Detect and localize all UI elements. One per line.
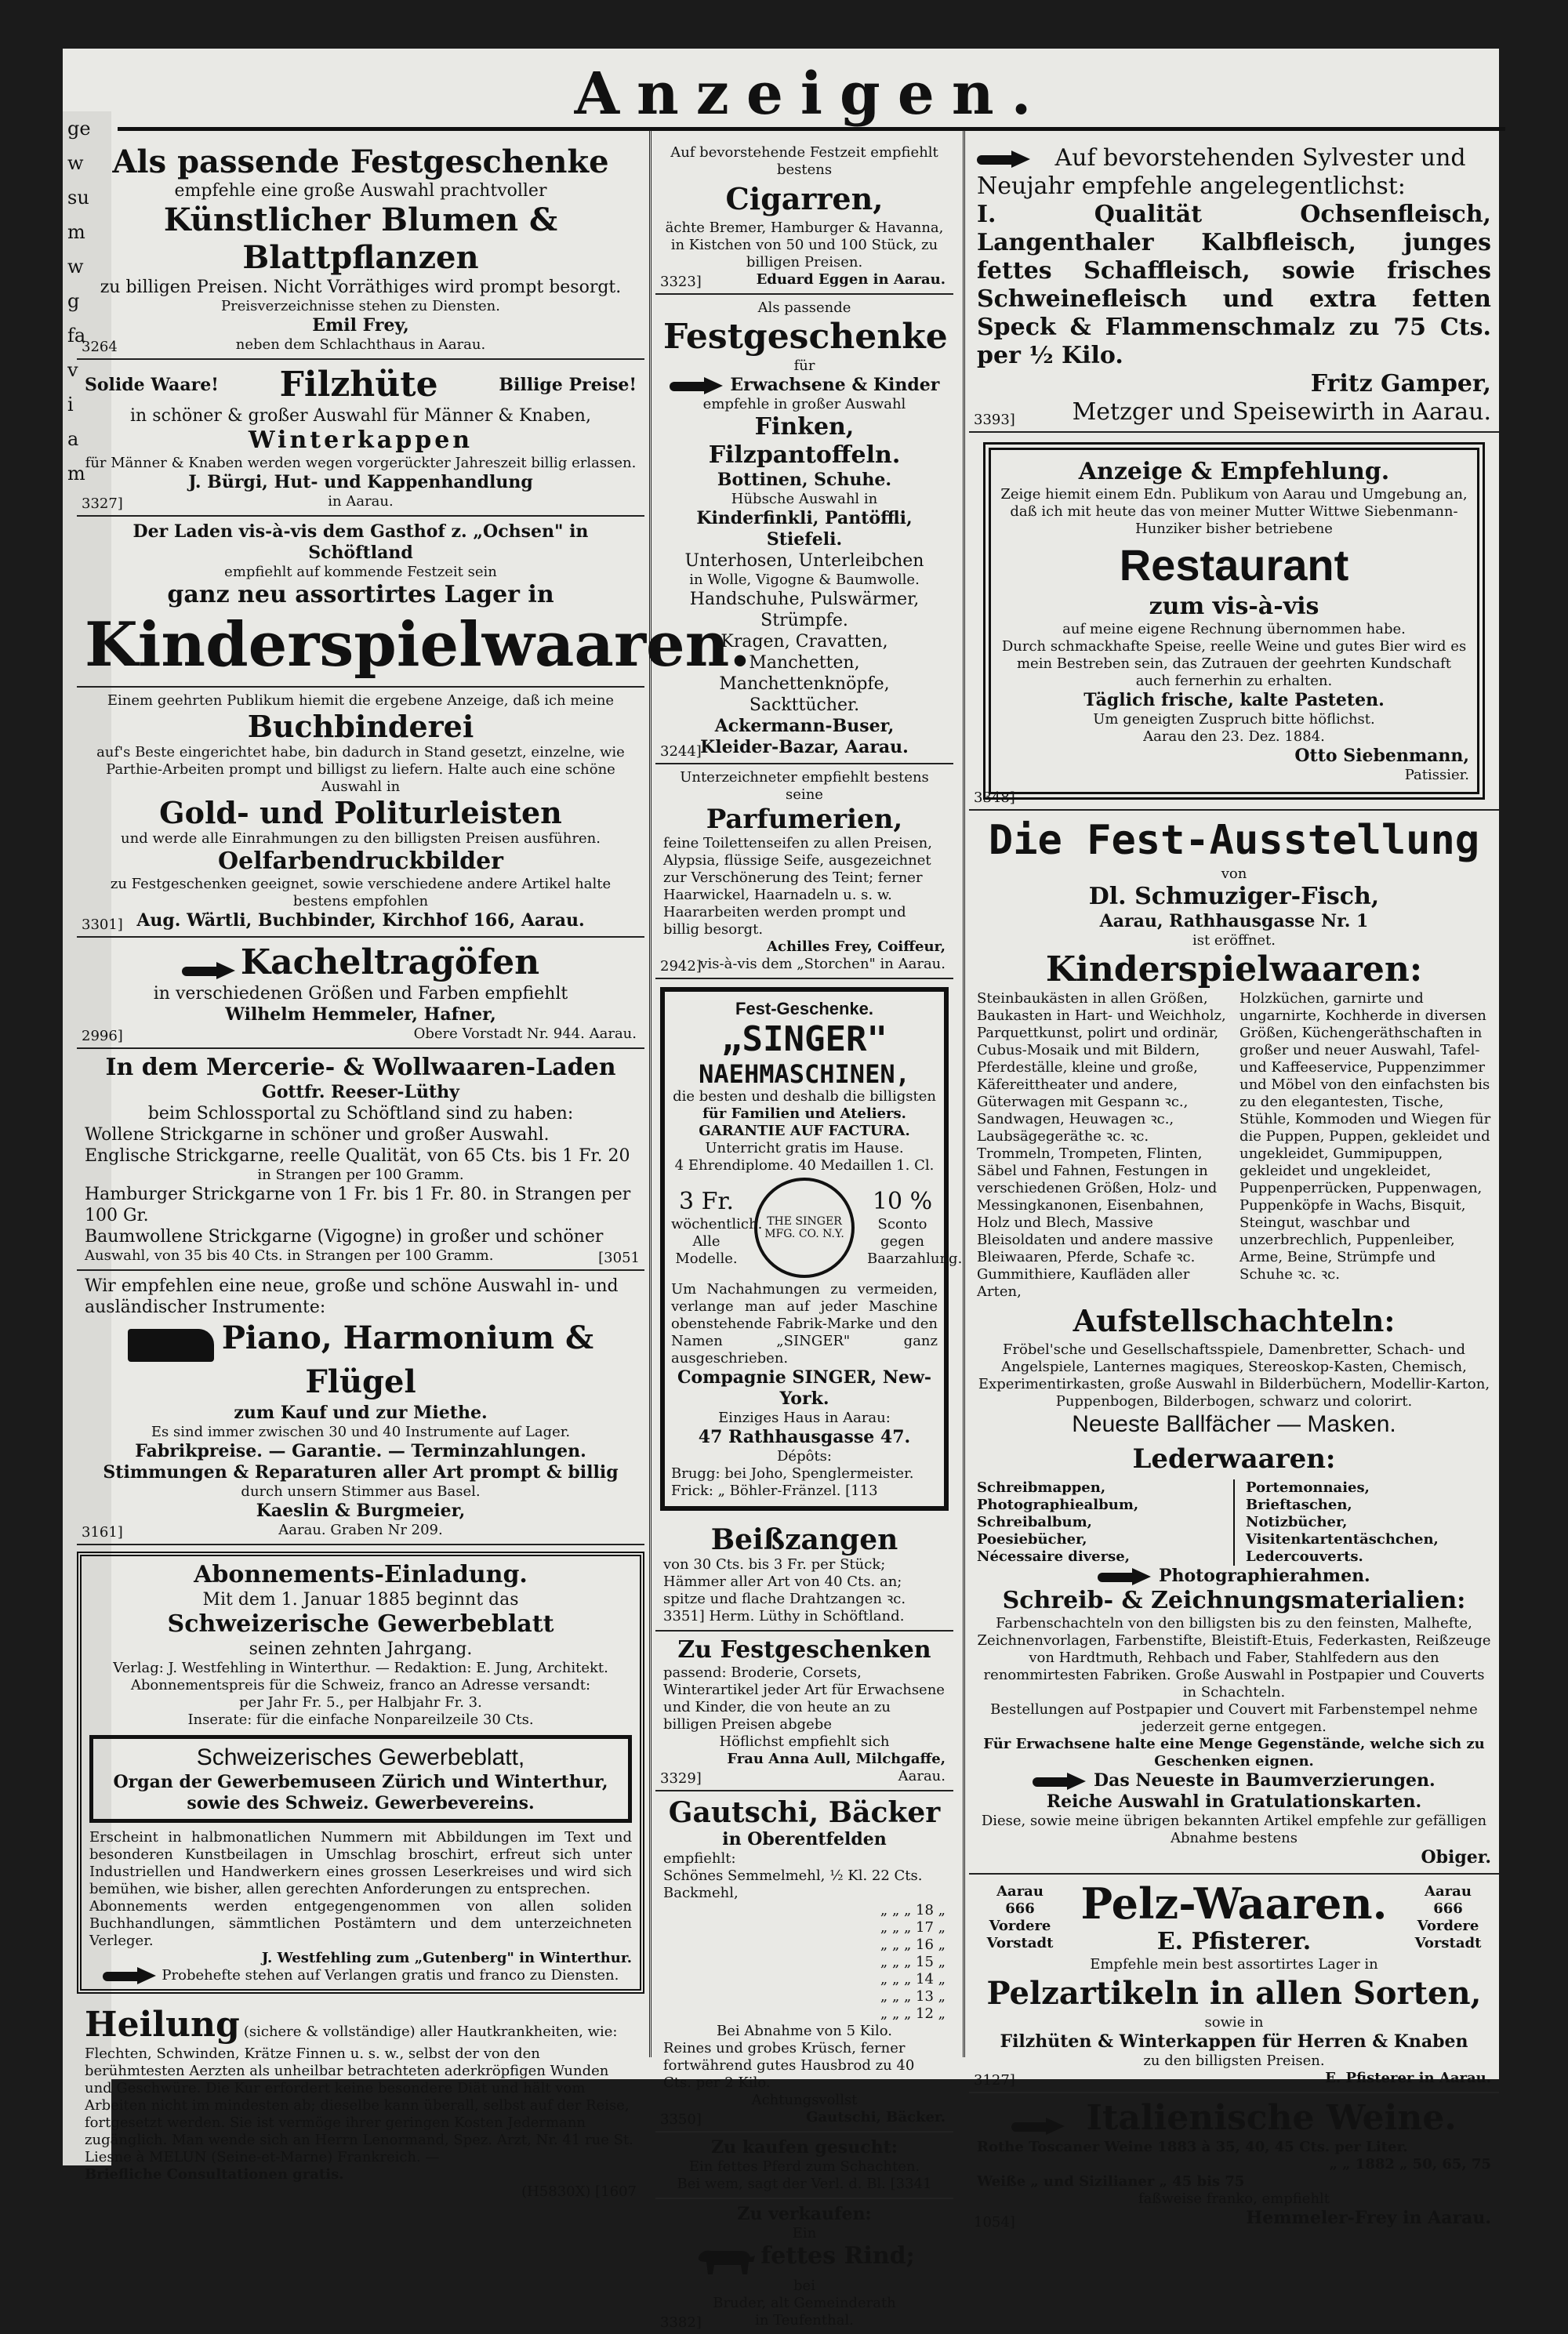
ad-text: Höflichst empfiehlt sich <box>719 1733 890 1750</box>
ad-text: von <box>1221 866 1247 882</box>
ad-headline: Restaurant <box>1119 540 1349 590</box>
ad-kacheltragoefen <box>77 938 644 1049</box>
ad-text: Das Neueste in Baumverzierungen. <box>1094 1770 1436 1791</box>
ad-headline: Parfumerien, <box>706 804 903 835</box>
wine-row: „ „ 1882 „ 50, 65, 75 <box>1329 2156 1491 2172</box>
ad-text: Backmehl, <box>663 1885 739 1901</box>
edge-fragment: su <box>67 187 89 209</box>
ad-number: 3161] <box>82 1523 123 1541</box>
address-label: Aarau <box>996 1883 1044 1900</box>
ad-headline: Zu Festgeschenken <box>677 1636 931 1664</box>
ad-pelz-waaren <box>969 1875 1499 2093</box>
ad-text: Wir empfehlen eine neue, große und schöne Auswahl in- und ausländischer Instrumente: <box>85 1276 619 1317</box>
ad-signature: Gottfr. Reeser-Lüthy <box>262 1082 459 1102</box>
product-list-left: Steinbaukästen in allen Größen, Baukasten in Hart- und Weichholz, Parquettkunst, polirt und ordinär, Cubus-Mosaik und mit Bildern, Pferdeställe, kleine und große, Käfereittheater und andere, Güterwagen mit Gespann ꝛc., Sandwagen, Heuwagen ꝛc., Laubsägegeräthe ꝛc. ꝛc. Trommeln, Trompeten, Flinten, Säbel und Fahnen, Festungen in verschiedenen Größen, Holz- und Messingkanonen, Eisenbahnen, Holz und Blech, Massive Bleisoldaten und andere massive Bleiwaaren, Pferde, Schafe ꝛc. Gummithiere, Kaufläden aller Arten, <box>977 990 1226 1300</box>
ad-text: Abonnements werden entgegengenommen von allen soliden Buchhandlungen, sämmtlichen Postämtern und dem unterzeichneten Verleger. <box>89 1897 632 1949</box>
ad-text: Durch schmackhafte Speise, reelle Weine und gutes Bier wird es mein Bestreben sein, das Zutrauen der geehrten Kundschaft auch fernerhin zu erhalten. <box>1001 638 1467 689</box>
column-middle <box>655 140 963 2331</box>
ad-text: Patissier. <box>1404 767 1469 783</box>
price-row: „ „ „ 17 „ <box>880 1919 946 1936</box>
ad-headline: Filzhüte <box>279 365 438 405</box>
inner-box <box>89 1735 632 1823</box>
newspaper-page <box>63 49 1499 2331</box>
ad-signature: Otto Siebenmann, <box>1294 746 1469 766</box>
ad-text: Zeige hiemit einem Edn. Publikum von Aarau und Umgebung an, daß ich mit heute das von meiner Mutter Wittwe Siebenmann-Hunziker bisher betriebene <box>1000 486 1468 537</box>
ad-text: Brugg: bei Joho, Spenglermeister. <box>671 1465 914 1482</box>
ad-text: Ein fettes Pferd zum Schachten. <box>688 2158 920 2175</box>
edge-fragment: i <box>67 394 74 416</box>
logo-text: THE SINGER MFG. CO. N.Y. <box>764 1215 844 1240</box>
ad-number: 3393] <box>974 412 1015 428</box>
ad-signature: Frau Anna Aull, Milchgaffe, <box>727 1751 946 1767</box>
ad-headline: I. Qualität Ochsenfleisch, Langenthaler Kalbfleisch, junges fettes Schaffleisch, sowie frisches Schweinefleisch und extra fetten Speck & Flammenschmalz zu 75 Cts. per ½ Kilo. <box>977 201 1491 369</box>
ad-text: Erwachsene & Kinder <box>730 375 940 395</box>
ad-subheadline: Gold- und Politurleisten <box>159 795 562 830</box>
ad-subheadline: zum vis-à-vis <box>1149 593 1319 620</box>
singer-logo-icon <box>754 1178 855 1278</box>
ad-text: Briefliche Consultationen gratis. <box>85 2165 344 2183</box>
ad-address: Aarau, Rathhausgasse Nr. 1 <box>1099 911 1369 931</box>
ad-text: Hübsche Auswahl in <box>731 491 878 507</box>
ad-abonnements-einladung <box>77 1552 644 1994</box>
wine-row: Weiße „ und Sizilianer „ 45 bis 75 <box>977 2173 1245 2190</box>
ad-text: passend: Broderie, Corsets, Winterartikel jeder Art für Erwachsene und Kinder, die von heute an zu billigen Preisen abgebe <box>663 1664 945 1733</box>
ad-number: 3350] <box>660 2111 702 2128</box>
ad-text: Empfehle mein best assortirtes Lager in <box>1090 1956 1378 1973</box>
ad-mercerie-wollwaaren <box>77 1049 644 1271</box>
ad-text: Sconto gegen Baarzahlung. <box>867 1216 963 1267</box>
ad-text: 4 Ehrendiplome. 40 Medaillen 1. Cl. <box>674 1157 935 1174</box>
ad-text: Bei Abnahme von 5 Kilo. <box>717 2023 892 2039</box>
ad-parfumerien <box>655 764 953 979</box>
ad-number: 3301] <box>82 917 123 933</box>
ad-address: Metzger und Speisewirth in Aarau. <box>1072 398 1491 426</box>
ad-text: 10 % <box>872 1188 933 1215</box>
ad-text: Einziges Haus in Aarau: <box>718 1410 891 1426</box>
ad-text: Baumwollene Strickgarne (Vigogne) in großer und schöner <box>85 1227 604 1247</box>
list-item: Brieftaschen, <box>1246 1497 1352 1513</box>
pointing-hand-icon <box>670 377 724 394</box>
ad-text: Täglich frische, kalte Pasteten. <box>1083 690 1385 710</box>
list-item: Notizbücher, <box>1246 1514 1348 1530</box>
ad-number: [3051 <box>598 1250 640 1266</box>
ad-signature: Hemmeler-Frey in Aarau. <box>1246 2208 1491 2228</box>
ad-text: Als passende <box>757 299 851 316</box>
ad-kinderspielwaaren-schoeftland <box>77 517 751 688</box>
edge-fragment: g <box>67 290 80 312</box>
ad-text: Billige Preise! <box>499 374 637 395</box>
ad-signature: Gautschi, Bäcker. <box>806 2109 946 2125</box>
ad-text: Bestellungen auf Postpapier und Couvert mit Farbenstempel nehme jederzeit gerne entgegen. <box>990 1701 1478 1735</box>
column-divider <box>649 130 652 2057</box>
ad-signature: J. Bürgi, Hut- und Kappenhandlung <box>188 472 533 492</box>
ad-text: Ein <box>792 2225 817 2241</box>
ad-headline: Künstlicher Blumen & Blattpflanzen <box>163 201 558 276</box>
ad-gautschi-baecker <box>655 1791 953 2133</box>
ad-text: in verschiedenen Größen und Farben empfiehlt <box>153 984 568 1004</box>
ad-signature: Ackermann-Buser, <box>714 716 895 736</box>
ad-signature: Emil Frey, <box>312 315 409 336</box>
edge-fragment: w <box>67 256 84 278</box>
ad-text: und werde alle Einrahmungen zu den billigsten Preisen ausführen. <box>121 830 601 847</box>
ad-singer-naehmaschinen <box>660 987 963 1511</box>
ad-text: Fröbel'sche und Gesellschaftsspiele, Damenbretter, Schach- und Angelspiele, Lanternes magiques, Stereoskop-Kasten, Chemisch, Experimentirkasten, große Auswahl in Bilderbüchern, Modellir-Karton, Puppenbogen, Bilderbogen, schwarz und colorirt. <box>978 1341 1490 1410</box>
ad-headline: Kacheltragöfen <box>240 942 540 982</box>
ad-headline: In dem Mercerie- & Wollwaaren-Laden <box>105 1054 616 1081</box>
edge-fragment: m <box>67 221 85 243</box>
ad-text: wöchentlich. <box>671 1216 763 1232</box>
ad-text: Einem geehrten Publikum hiemit die ergebene Anzeige, daß ich meine <box>107 692 615 709</box>
ad-number: 3323] <box>660 274 702 290</box>
ad-verkaufen-rind <box>655 2199 953 2334</box>
list-item: Photographiealbum, <box>977 1497 1139 1513</box>
list-item: Ledercouverts. <box>1246 1548 1363 1565</box>
ad-number: 3264 <box>82 339 118 355</box>
ad-headline: Pelz-Waaren. <box>1080 1878 1388 1929</box>
ad-text: per Jahr Fr. 5., per Halbjahr Fr. 3. <box>239 1693 482 1711</box>
ad-text: empfiehlt: <box>663 1850 736 1867</box>
ad-text: Um Nachahmungen zu vermeiden, verlange man auf jeder Maschine obenstehende Fabrik-Marke und den Namen „SINGER" ganz ausgeschrieben. <box>671 1281 938 1367</box>
ad-text: Unterricht gratis im Hause. <box>705 1140 904 1156</box>
price-row: „ „ „ 15 „ <box>880 1954 946 1970</box>
ad-festgeschenke-schuhe <box>655 295 953 764</box>
ad-subheadline: NAEHMASCHINEN, <box>699 1059 910 1089</box>
ad-text: Diese, sowie meine übrigen bekannten Artikel empfehle zur gefälligen Abnahme bestens <box>981 1813 1487 1846</box>
edge-fragment: w <box>67 152 84 174</box>
ad-kaufen-gesucht <box>655 2133 953 2199</box>
ad-signature: Aug. Wärtli, Buchbinder, Kirchhof 166, Aarau. <box>136 910 585 931</box>
price-row: „ „ „ 18 „ <box>880 1902 946 1918</box>
ad-text: Compagnie SINGER, New-York. <box>677 1367 932 1409</box>
ad-text: Verlag: J. Westfehling in Winterthur. — Redaktion: E. Jung, Architekt. <box>113 1659 608 1676</box>
ad-number: 3382] <box>660 2314 702 2331</box>
ad-headline: Anzeige & Empfehlung. <box>1078 458 1390 485</box>
price-row: „ „ „ 14 „ <box>880 1971 946 1987</box>
ad-text: Auswahl, von 35 bis 40 Cts. in Strangen per 100 Gramm. <box>85 1247 494 1264</box>
ad-text: Handschuhe, Pulswärmer, Strümpfe. <box>689 590 920 630</box>
list-item: Schreibalbum, <box>977 1514 1092 1530</box>
list-item: Schreibmappen, <box>977 1479 1106 1496</box>
ad-signature: E. Pfisterer. <box>1156 1928 1312 1955</box>
ad-text: Reiche Auswahl in Gratulationskarten. <box>1046 1791 1422 1812</box>
ad-headline: Festgeschenke <box>663 317 948 357</box>
ad-text: Es sind immer zwischen 30 und 40 Instrumente auf Lager. <box>151 1423 571 1440</box>
address-street: Vordere Vorstadt <box>986 1918 1054 1951</box>
ad-text: Bruder, alt Gemeinderath <box>713 2294 896 2311</box>
column-right <box>969 140 1499 2231</box>
ad-text: Auf bevorstehenden Sylvester und Neujahr empfehle angelegentlichst: <box>977 144 1466 200</box>
ad-text: zu den billigsten Preisen. <box>1143 2053 1325 2069</box>
ad-signature: Eduard Eggen in Aarau. <box>756 271 946 288</box>
ad-headline: Abonnements-Einladung. <box>194 1560 528 1588</box>
ad-headline: Heilung <box>85 2004 240 2045</box>
ad-signature: 3351] Herm. Lüthy in Schöftland. <box>663 1608 905 1624</box>
ad-number: 3127] <box>974 2072 1015 2089</box>
ad-piano-harmonium <box>77 1271 644 1545</box>
ad-text: in Oberentfelden <box>722 1829 887 1849</box>
ornamental-frame <box>974 442 1485 806</box>
ad-headline: „SINGER" <box>721 1019 887 1059</box>
ad-kuenstliche-blumen <box>77 140 644 360</box>
ad-text: in Wolle, Vigogne & Baumwolle. <box>689 572 920 588</box>
product-list-right: Holzküchen, garnirte und ungarnirte, Kochherde in diversen Größen, Küchengeräthschaften in großer und neuer Auswahl, Tafel- und Kaffeeservice, Puppenzimmer und Möbel von den einfachsten bis zu den elegantesten, Tische, Stühle, Kommoden und Wiegen für die Puppen, Puppen, gekleidet und ungekleidet, Gummipuppen, gekleidet und ungekleidet, Puppenperrücken, Puppenwagen, Puppenköpfe in Wachs, Bisquit, Steingut, waschbar und unzerbrechlich, Puppenleiber, Arme, Beine, Strümpfe und Schuhe ꝛc. ꝛc. <box>1240 990 1491 1283</box>
ad-text: empfehle eine große Auswahl prachtvoller <box>174 181 547 201</box>
ad-address: Aarau. <box>898 1768 946 1784</box>
ad-text: von 30 Cts. bis 3 Fr. per Stück; Hämmer aller Art von 40 Cts. an; spitze und flache Drahtzangen ꝛc. <box>663 1556 906 1607</box>
ad-text: Photographierahmen. <box>1158 1566 1370 1586</box>
ad-text: in Strangen per 100 Gramm. <box>257 1167 464 1183</box>
edge-fragment: m <box>67 463 85 485</box>
ad-text: Reines und grobes Krüsch, ferner fortwährend gutes Hausbrod zu 40 Cts. per 2 Kilo. <box>663 2040 915 2091</box>
ad-text: zu billigen Preisen. Nicht Vorräthiges wird prompt besorgt. <box>100 278 622 297</box>
ad-text: seinen zehnten Jahrgang. <box>249 1639 473 1659</box>
ad-text: Probehefte stehen auf Verlangen gratis und franco zu Diensten. <box>162 1966 619 1984</box>
ad-text: Kinderfinkli, Pantöffli, Stiefeli. <box>696 508 913 550</box>
ad-address: Kleider-Bazar, Aarau. <box>700 737 909 757</box>
ad-italienische-weine <box>969 2093 1499 2234</box>
ad-text: durch unsern Stimmer aus Basel. <box>241 1483 481 1500</box>
address-number: 666 <box>1005 1900 1035 1917</box>
ad-subheadline: Pelzartikeln in allen Sorten, <box>986 1975 1482 2012</box>
price-row: „ „ „ 16 „ <box>880 1937 946 1953</box>
ad-subheadline: Aufstellschachteln: <box>1073 1303 1396 1338</box>
ad-signature: Fritz Gamper, <box>1310 370 1491 397</box>
ad-address: neben dem Schlachthaus in Aarau. <box>235 336 486 353</box>
ad-signature: Kaeslin & Burgmeier, <box>256 1500 466 1521</box>
ad-text: Auf bevorstehende Festzeit empfiehlt bestens <box>670 144 938 178</box>
list-item: Portemonnaies, <box>1246 1479 1370 1496</box>
ad-address: in Aarau. <box>328 493 394 510</box>
ad-headline: Kinderspielwaaren. <box>85 609 751 681</box>
column-divider <box>963 130 965 2057</box>
ad-text: zu Festgeschenken geeignet, sowie verschiedene andere Artikel halte bestens empfohlen <box>110 876 612 909</box>
pointing-hand-icon <box>182 962 237 979</box>
ad-text: ächte Bremer, Hamburger & Havanna, in Kistchen von 50 und 100 Stück, zu billigen Preisen. <box>665 220 944 270</box>
ad-number: 3348] <box>974 789 1015 806</box>
ad-text: Aarau den 23. Dez. 1884. <box>1143 728 1325 745</box>
ad-text: Wollene Strickgarne in schöner und großer Auswahl. <box>85 1125 550 1145</box>
ad-text: Unterzeichneter empfiehlt bestens seine <box>680 769 929 803</box>
pointing-hand-icon <box>977 151 1047 168</box>
ad-text: die besten und deshalb die billigsten <box>673 1088 936 1105</box>
address-street: Vordere Vorstadt <box>1414 1918 1482 1951</box>
ad-text: Solide Waare! <box>85 374 219 395</box>
ad-signature: Dl. Schmuziger-Fisch, <box>1088 883 1380 910</box>
piano-icon <box>128 1329 214 1362</box>
ad-headline: Piano, Harmonium & Flügel <box>221 1319 594 1400</box>
ad-number: (H5830X) [1607 <box>521 2183 637 2200</box>
ad-text: zum Kauf und zur Miethe. <box>234 1402 488 1423</box>
pointing-hand-icon <box>1033 1773 1087 1790</box>
ad-filzhuete <box>77 360 644 517</box>
ad-text: Schönes Semmelmehl, ½ Kl. 22 Cts. <box>663 1868 923 1884</box>
ad-text: Alle Modelle. <box>675 1233 738 1267</box>
price-row: „ „ „ 12 „ <box>880 2005 946 2022</box>
ad-text: ist eröffnet. <box>1192 932 1276 949</box>
ad-text: GARANTIE AUF FACTURA. <box>699 1123 910 1139</box>
ad-headline: Zu kaufen gesucht: <box>711 2137 898 2158</box>
pointing-hand-icon <box>103 1967 158 1984</box>
ox-icon <box>694 2243 757 2278</box>
ad-heading: Als passende Festgeschenke <box>112 143 609 180</box>
ad-signature: Wilhelm Hemmeler, Hafner, <box>225 1004 496 1025</box>
ad-text: Frick: „ Böhler-Fränzel. [113 <box>671 1483 878 1499</box>
ad-address: Obere Vorstadt Nr. 944. Aarau. <box>413 1025 637 1042</box>
ad-text: feine Toilettenseifen zu allen Preisen, Alypsia, flüssige Seife, ausgezeichnet zur Verschönerung des Teint; ferner Haarwickel, Haarnadeln u. s. w. <box>663 835 932 903</box>
ad-text: beim Schlossportal zu Schöftland sind zu haben: <box>147 1104 574 1123</box>
ad-headline: Gautschi, Bäcker <box>668 1796 941 1829</box>
ad-text: Filzhüten & Winterkappen für Herren & Knaben <box>1000 2031 1468 2052</box>
ad-text: faßweise franko, empfiehlt <box>1138 2191 1330 2207</box>
ad-headline: Zu verkaufen: <box>737 2204 872 2224</box>
ad-headline: Italienische Weine. <box>1086 2098 1457 2138</box>
ad-text: Farbenschachteln von den billigsten bis zu den feinsten, Malhefte, Zeichnenvorlagen, Farbenstifte, Bleistift-Etuis, Federkasten, Reißzeuge von Hardtmuth, Rehbach und Faber, Stahlfedern aus den renommirtesten Fabriken. Große Auswahl in Postpapier und Couverts in Schachteln. <box>977 1615 1491 1701</box>
ad-headline: Beißzangen <box>710 1523 898 1556</box>
ad-text: Dépôts: <box>777 1448 832 1465</box>
ad-text: Fest-Geschenke. <box>735 999 874 1018</box>
ad-text: Kragen, Cravatten, Manchetten, <box>720 632 888 673</box>
ad-text: empfiehlt auf kommende Festzeit sein <box>224 564 497 580</box>
ad-text: Inserate: für die einfache Nonpareilzeile 30 Cts. <box>187 1711 534 1728</box>
ad-cigarren <box>655 140 953 295</box>
ad-text: Fabrikpreise. — Garantie. — Terminzahlungen. <box>135 1440 586 1461</box>
ad-number: 2942] <box>660 958 702 975</box>
ad-signature: Obiger. <box>1421 1847 1491 1868</box>
ad-number: 3329] <box>660 1770 702 1787</box>
pointing-hand-icon <box>1011 2118 1082 2135</box>
ad-number: 3244] <box>660 743 702 760</box>
ad-text: Abonnementspreis für die Schweiz, franco an Adresse versandt: <box>130 1676 591 1693</box>
ad-text: sowie des Schweiz. Gewerbevereins. <box>187 1792 535 1813</box>
ad-text: Mit dem 1. Januar 1885 beginnt das <box>202 1589 519 1610</box>
ad-text: in schöner & großer Auswahl für Männer & Knaben, <box>130 406 591 426</box>
ad-text: auf's Beste eingerichtet habe, bin dadurch in Stand gesetzt, einzelne, wie Parthie-Arbeiten prompt und billigst zu liefern. Halte auch eine schöne Auswahl in <box>96 744 625 795</box>
pointing-hand-icon <box>1098 1568 1152 1585</box>
ad-subheadline: fettes Rind; <box>760 2242 915 2270</box>
ad-subheadline: Schweizerische Gewerbeblatt <box>167 1610 554 1638</box>
ad-text: für <box>793 358 815 374</box>
ad-signature: E. Pfisterer in Aarau. <box>1325 2070 1491 2086</box>
ad-subheadline: Oelfarbendruckbilder <box>218 848 503 875</box>
ad-festgeschenke-broderie <box>655 1632 953 1791</box>
ad-text: Für Erwachsene halte eine Menge Gegenstände, welche sich zu Geschenken eignen. <box>983 1736 1485 1770</box>
ad-text: Bottinen, Schuhe. <box>717 470 892 490</box>
address-label: Aarau <box>1425 1883 1472 1900</box>
ad-text: Haararbeiten werden prompt und billig besorgt. <box>663 904 906 938</box>
edge-fragment: a <box>67 428 79 450</box>
ad-text: Hamburger Strickgarne von 1 Fr. bis 1 Fr. 80. in Strangen per 100 Gr. <box>85 1185 631 1225</box>
address-number: 666 <box>1433 1900 1463 1917</box>
ad-text: auf meine eigene Rechnung übernommen habe. <box>1062 621 1406 637</box>
page-title: Anzeigen. <box>574 60 1049 128</box>
wine-row: Rothe Toscaner Weine 1883 à 35, 40, 45 Cts. per Liter. <box>977 2139 1408 2155</box>
ad-text: 3 Fr. <box>678 1188 735 1215</box>
ad-metzger-gamper <box>969 140 1499 433</box>
ad-text: empfehle in großer Auswahl <box>702 396 906 412</box>
ad-heilung <box>77 2000 644 2205</box>
price-row: „ „ „ 13 „ <box>880 1988 946 2005</box>
ad-subheadline: Lederwaaren: <box>1132 1443 1336 1475</box>
ad-text: Um geneigten Zuspruch bitte höflichst. <box>1093 711 1375 728</box>
ad-subheadline: Winterkappen <box>248 427 474 454</box>
list-item: Nécessaire diverse, <box>977 1548 1130 1565</box>
ad-subheadline: Neueste Ballfächer — Masken. <box>1072 1411 1396 1437</box>
ad-number: 3327] <box>82 495 123 512</box>
edge-fragment: v <box>67 359 78 381</box>
ad-text: Unterhosen, Unterleibchen <box>684 551 924 571</box>
edge-fragment: ge <box>67 118 91 140</box>
ad-text: Manchettenknöpfe, Sackttücher. <box>719 674 890 715</box>
ad-signature: Achilles Frey, Coiffeur, <box>767 938 946 955</box>
ad-headline: Buchbinderei <box>247 709 474 744</box>
ad-text: Erscheint in halbmonatlichen Nummern mit Abbildungen im Text und besonderen Kunstbeilagen in Umschlag broschirt, erfreut sich unter Industriellen und Handwerkern eines grossen Leserkreises und wird sich bemühen, wie bisher, allen gerechten Anforderungen zu entsprechen. <box>89 1828 632 1897</box>
ad-text: Der Laden vis-à-vis dem Gasthof z. „Ochsen" in Schöftland <box>132 521 589 563</box>
list-item: Poesiebücher, <box>977 1531 1087 1548</box>
edge-fragment: fa <box>67 325 86 347</box>
ad-text: Achtungsvollst <box>751 2092 858 2108</box>
ad-text: Stimmungen & Reparaturen aller Art prompt & billig <box>103 1461 619 1483</box>
ad-subheadline: Kinderspielwaaren: <box>1045 949 1423 989</box>
ad-subheadline: ganz neu assortirtes Lager in <box>167 581 554 608</box>
ad-address: Aarau. Graben Nr 209. <box>278 1521 443 1538</box>
ad-text: Preisverzeichnisse stehen zu Diensten. <box>221 298 500 314</box>
ad-text: Bei wem, sagt der Verl. d. Bl. [3341 <box>677 2176 932 2192</box>
ad-restaurant-vis-a-vis <box>969 433 1499 811</box>
ad-headline: Die Fest-Ausstellung <box>988 817 1480 864</box>
ad-text: bei <box>793 2277 815 2294</box>
list-item: Visitenkartentäschchen, <box>1246 1531 1439 1548</box>
ad-text: für Familien und Ateliers. <box>702 1105 906 1122</box>
ad-text: Englische Strickgarne, reelle Qualität, von 65 Cts. bis 1 Fr. 20 <box>85 1146 630 1166</box>
ad-beisszangen <box>655 1519 953 1632</box>
ad-text: 47 Rathhausgasse 47. <box>698 1427 911 1447</box>
ad-number: 1054] <box>974 2214 1015 2231</box>
ad-buchbinderei <box>77 688 644 938</box>
ad-signature: J. Westfehling zum „Gutenberg" in Winterthur. <box>261 1949 632 1966</box>
ad-text: in Teufenthal. <box>755 2311 854 2329</box>
ad-text: Organ der Gewerbemuseen Zürich und Winterthur, <box>113 1771 608 1792</box>
ad-address: vis-à-vis dem „Storchen" in Aarau. <box>699 956 946 972</box>
ad-headline: Cigarren, <box>725 181 884 216</box>
ad-number: 2996] <box>82 1028 123 1044</box>
ad-headline: Schweizerisches Gewerbeblatt, <box>196 1744 525 1770</box>
ad-subheadline: Schreib- & Zeichnungsmaterialien: <box>1002 1587 1466 1614</box>
ad-text: für Männer & Knaben werden wegen vorgerückter Jahreszeit billig erlassen. <box>85 455 637 471</box>
ad-subheadline: Finken, Filzpantoffeln. <box>708 413 901 469</box>
ad-fest-ausstellung <box>969 811 1499 1875</box>
ad-text: sowie in <box>1204 2014 1264 2031</box>
ad-text: (sichere & vollständige) aller Hautkrankheiten, wie: Flechten, Schwinden, Krätze Finnen u. s. w., selbst der von den berühmtesten Aerzten als unheilbar betrachteten aderkröpfigen Wunden und Geschwüre. Die Kur erfordert keine besondere Diät und hält vom Arbeiten nicht im mindesten ab; dieselbe kann überall, selbst auf der Reise, fortgesetzt werden. Sie ist vermöge ihrer geringen Kosten Jedermann zugänglich. Man wende sich an Herrn Lenormand, Spez. Arzt, Nr. 41 rue St. Liesne à MELUN (Seine-et-Marne) Frankreich. — <box>85 2023 633 2165</box>
title-rule <box>118 127 1505 131</box>
